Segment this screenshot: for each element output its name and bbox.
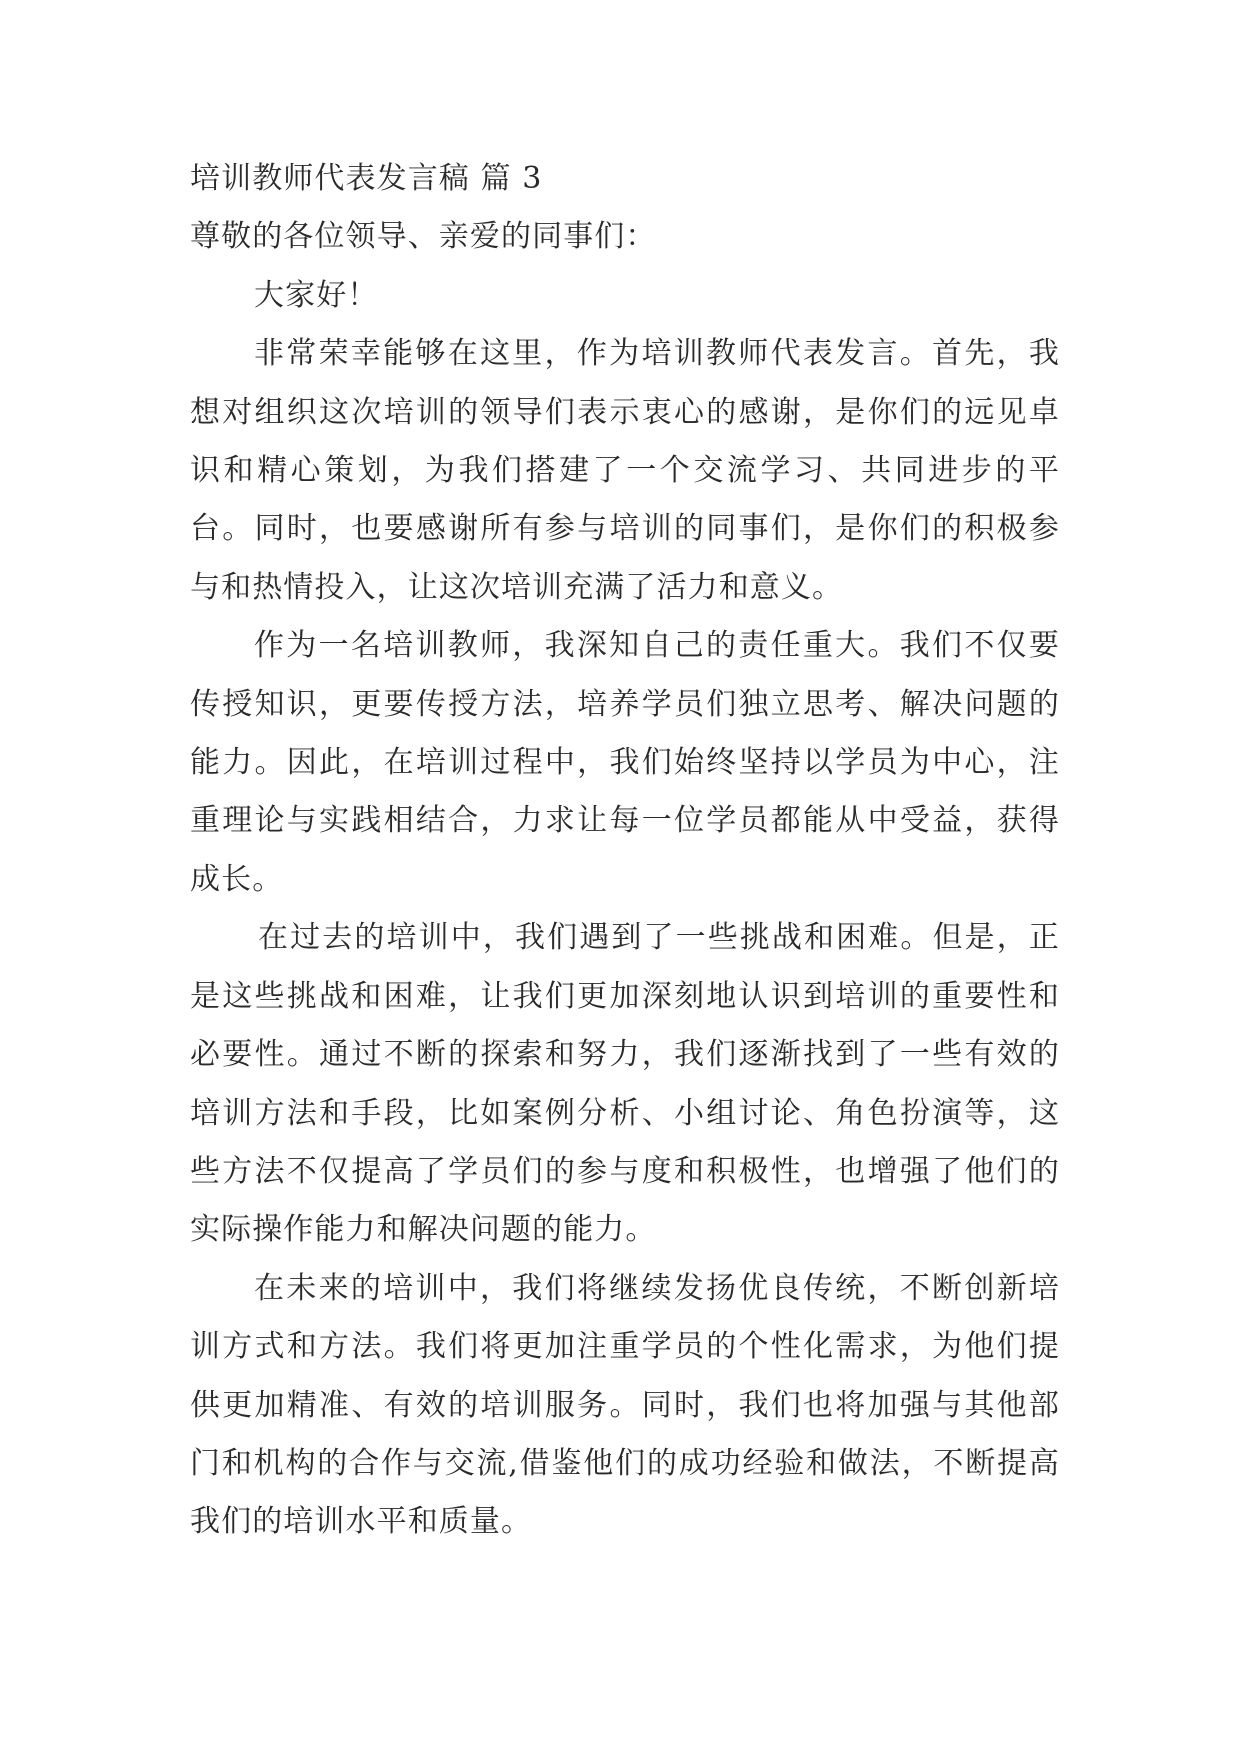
paragraph-1: 非常荣幸能够在这里，作为培训教师代表发言。首先，我想对组织这次培训的领导们表示衷心的感谢，是你们的远见卓识和精心策划，为我们搭建了一个交流学习、共同进步的平台。同时，也要感谢所有参与培训的同事们，是你们的积极参与和热情投入，让这次培训充满了活力和意义。 [190,336,1060,605]
greeting: 大家好！ [254,277,379,313]
document-title: 培训教师代表发言稿 篇 3 [190,161,543,196]
salutation: 尊敬的各位领导、亲爱的同事们： [190,219,657,255]
paragraph-3: 在过去的培训中，我们遇到了一些挑战和困难。但是，正是这些挑战和困难，让我们更加深刻地认识到培训的重要性和必要性。通过不断的探索和努力，我们逐渐找到了一些有效的培训方法和手段，比如案例分析、小组讨论、角色扮演等，这些方法不仅提高了学员们的参与度和积极性，也增强了他们的实际操作能力和解决问题的能力。 [190,920,1060,1248]
paragraph-2: 作为一名培训教师，我深知自己的责任重大。我们不仅要传授知识，更要传授方法，培养学员们独立思考、解决问题的能力。因此，在培训过程中，我们始终坚持以学员为中心，注重理论与实践相结合，力求让每一位学员都能从中受益，获得成长。 [190,628,1060,897]
paragraph-4: 在未来的培训中，我们将继续发扬优良传统，不断创新培训方式和方法。我们将更加注重学员的个性化需求，为他们提供更加精准、有效的培训服务。同时，我们也将加强与其他部门和机构的合作与交流,借鉴他们的成功经验和做法，不断提高我们的培训水平和质量。 [190,1270,1060,1540]
document-body [190,150,1060,1552]
